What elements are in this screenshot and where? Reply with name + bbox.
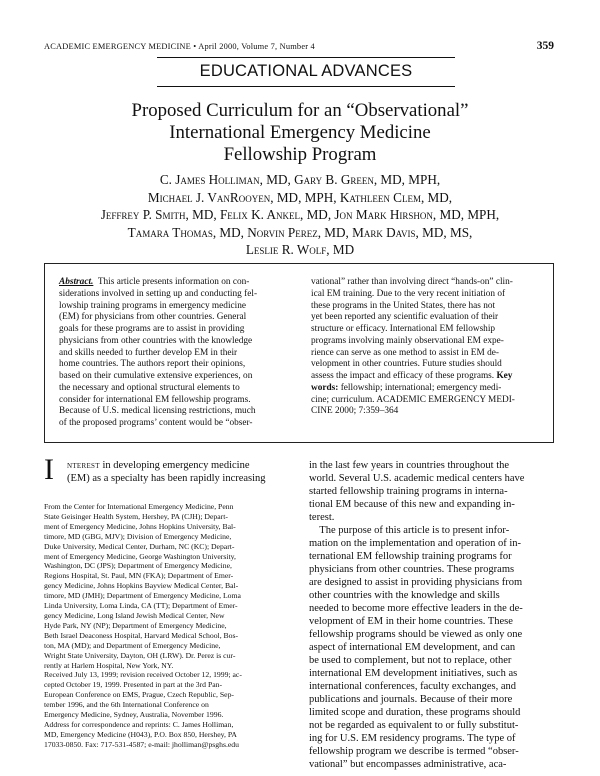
- footnote-line: Duke University, Medical Center, Durham, NC (KC); Depart-: [44, 541, 235, 551]
- drop-cap: I: [44, 453, 54, 486]
- body-right-column: [309, 459, 554, 771]
- intro-line: (EM) as a specialty has been rapidly increasing: [67, 473, 266, 484]
- abstract-line: consider for international EM fellowship programs.: [59, 394, 251, 405]
- abstract-line: goals for these programs are to assist in providing: [59, 324, 245, 334]
- article-title: [60, 100, 540, 166]
- abstract-line: Because of U.S. medical licensing restrictions, much: [59, 406, 256, 417]
- body-line: international EM development initiatives, such as: [309, 668, 518, 679]
- footnote-line: Wright State University, Dayton, OH (LRW). Dr. Perez is cur-: [44, 650, 236, 660]
- body-line: aspect of international EM development, and can: [309, 642, 516, 653]
- section-banner: [157, 57, 455, 87]
- abstract-line: the necessary and optional structural elements to: [59, 382, 240, 393]
- footnote-line: ment of Emergency Medicine, Johns Hopkins University, Bal-: [44, 521, 236, 531]
- page-number: 359: [536, 40, 554, 52]
- abstract-line: rience can serve as one method to assist in EM de-: [311, 347, 499, 358]
- affiliation-footnotes: [44, 502, 300, 750]
- footnote-line: European Conference on EMS, Prague, Czech Republic, Sep-: [44, 690, 234, 700]
- body-line: limited scope and duration, these programs should: [309, 707, 521, 718]
- title-line: Fellowship Program: [223, 144, 377, 165]
- section-label: EDUCATIONAL ADVANCES: [199, 62, 413, 80]
- banner-bottom-rule: [157, 86, 455, 87]
- keywords-label: words:: [311, 382, 339, 393]
- banner-top-rule: [157, 57, 455, 58]
- body-line: ing for U.S. EM residency programs. The type of: [309, 733, 516, 744]
- body-line: The purpose of this article is to present infor-: [309, 525, 510, 536]
- abstract-line: physicians from other countries with the knowledge: [59, 335, 253, 346]
- abstract-line: home countries. The authors report their opinions,: [59, 359, 246, 370]
- abstract-line: CINE 2000; 7:359–364: [311, 406, 399, 417]
- abstract-line: and skills needed to further develop EM in their: [59, 347, 238, 358]
- footnote-line: MD, Emergency Medicine (H043), P.O. Box 850, Hershey, PA: [44, 729, 237, 739]
- footnote-line: Hyde Park, NY (NP); Department of Emergency Medicine,: [44, 620, 227, 630]
- footnote-line: gency Medicine, Johns Hopkins Bayview Medical Center, Bal-: [44, 581, 239, 591]
- body-line: other countries with the knowledge and skills: [309, 590, 500, 601]
- body-line: needed to become more effective leaders in the de-: [309, 603, 523, 614]
- body-line: tional EM because of this new and expanding in-: [309, 499, 515, 510]
- running-header: [44, 41, 554, 55]
- abstract-right-column: [311, 277, 530, 418]
- author-list: [20, 171, 580, 259]
- intro-lead-word: nterest: [67, 460, 100, 471]
- title-line: International Emergency Medicine: [169, 122, 431, 143]
- footnote-line: 17033-0850. Fax: 717-531-4587; e-mail: jholliman@psghs.edu: [44, 739, 239, 749]
- author-line: Jeffrey P. Smith, MD, Felix K. Ankel, MD, Jon Mark Hirshon, MD, MPH,: [100, 207, 500, 222]
- footnote-line: Linda University, Loma Linda, CA (TT); Department of Emer-: [44, 601, 238, 611]
- abstract-line: these programs in the United States, there has not: [311, 300, 496, 311]
- body-line: ternational EM fellowship training programs for: [309, 551, 512, 562]
- footnote-line: gency Medicine, Long Island Jewish Medical Center, New: [44, 610, 225, 620]
- abstract-line: velopment in other countries. Future studies should: [311, 359, 502, 370]
- abstract-line: (EM) for physicians from other countries. General: [59, 312, 247, 323]
- footnote-line: Emergency Medicine, Sydney, Australia, November 1996.: [44, 710, 224, 720]
- body-line: publications and journals. Because of their more: [309, 694, 513, 705]
- body-line: world. Several U.S. academic medical centers have: [309, 473, 525, 484]
- intro-line: [67, 459, 250, 472]
- abstract-line: of the proposed programs’ content would be “obser-: [59, 418, 253, 428]
- abstract-first-line: [59, 277, 278, 289]
- body-line: started fellowship training programs in interna-: [309, 486, 508, 497]
- abstract-line: vational” rather than involving direct “hands-on” clin-: [311, 277, 513, 287]
- body-line: be used to complement, but not to replace, other: [309, 655, 512, 666]
- body-line: are designed to assist in providing physicians from: [309, 577, 523, 588]
- body-line: mation on the implementation and operation of in-: [309, 538, 521, 549]
- keywords-label-part: Key: [496, 371, 513, 381]
- author-line: Michael J. VanRooyen, MD, MPH, Kathleen Clem, MD,: [147, 189, 453, 205]
- keywords-line: [311, 383, 530, 395]
- footnote-line: rently at Harlem Hospital, New York, NY.: [44, 660, 174, 670]
- footnote-line: Regions Hospital, St. Paul, MN (FKA); Department of Emer-: [44, 571, 234, 581]
- body-line: in the last few years in countries throughout the: [309, 460, 510, 471]
- journal-citation: ACADEMIC EMERGENCY MEDICINE • April 2000, Volume 7, Number 4: [44, 42, 315, 51]
- abstract-label: Abstract.: [59, 277, 94, 287]
- footnote-line: Address for correspondence and reprints: C. James Holliman,: [44, 719, 234, 729]
- body-line: fellowship programs should be viewed as only one: [309, 629, 523, 640]
- footnote-line: cepted October 19, 1999. Presented in part at the 3rd Pan-: [44, 680, 223, 690]
- body-line: international conferences, faculty exchanges, and: [309, 681, 516, 692]
- abstract-line: structure or efficacy. International EM fellowship: [311, 324, 496, 334]
- body-line: physicians from other countries. These programs: [309, 564, 515, 575]
- footnote-line: Beth Israel Deaconess Hospital, Harvard Medical School, Bos-: [44, 630, 239, 640]
- keywords-text: fellowship; international; emergency medi-: [340, 382, 502, 393]
- abstract-line: cine; curriculum. ACADEMIC EMERGENCY MEDI-: [311, 394, 515, 405]
- footnote-line: Received July 13, 1999; revision received October 12, 1999; ac-: [44, 670, 242, 680]
- abstract-left-column: [59, 277, 278, 430]
- footnote-line: Washington, DC (JPS); Department of Emergency Medicine,: [44, 561, 232, 571]
- footnote-line: ment of Emergency Medicine, George Washington University,: [44, 551, 236, 561]
- footnote-line: ton, MA (MD); and Department of Emergency Medicine,: [44, 640, 221, 650]
- intro-text: in developing emergency medicine: [102, 460, 250, 471]
- body-line: not be regarded as equivalent to or fully substitut-: [309, 720, 519, 731]
- body-line: velopment of EM in their home countries. These: [309, 616, 513, 627]
- abstract-line: ical EM training. Due to the very recent initiation of: [311, 288, 506, 299]
- abstract-line: based on their cumulative extensive experiences, on: [59, 371, 253, 381]
- author-line: C. James Holliman, MD, Gary B. Green, MD, MPH,: [159, 172, 441, 187]
- title-line: Proposed Curriculum for an “Observational”: [131, 100, 469, 121]
- body-line: terest.: [309, 512, 335, 523]
- author-line: Leslie R. Wolf, MD: [245, 242, 355, 257]
- abstract-text: This article presents information on con-: [97, 277, 250, 287]
- body-line: vational” but encompasses administrative, aca-: [309, 759, 507, 770]
- footnote-line: From the Center for International Emergency Medicine, Penn: [44, 502, 234, 511]
- footnote-line: State Geisinger Health System, Hershey, PA (CJH); Depart-: [44, 511, 228, 521]
- abstract-line: lowship training programs in emergency medicine: [59, 300, 247, 311]
- abstract-line: siderations involved in setting up and conducting fel-: [59, 288, 258, 299]
- body-line: fellowship program we describe is termed “obser-: [309, 746, 519, 757]
- abstract-line: [311, 371, 530, 383]
- footnote-line: timore, MD (GBG, MJV); Division of Emergency Medicine,: [44, 531, 232, 541]
- footnote-line: timore, MD (JMH); Department of Emergency Medicine, Loma: [44, 591, 241, 601]
- footnote-line: tember 1996, and the 6th International Conference on: [44, 700, 209, 710]
- intro-paragraph: [44, 455, 298, 495]
- abstract-line: programs involving mainly observational EM expe-: [311, 335, 504, 346]
- abstract-text: assess the impact and efficacy of these programs.: [311, 371, 495, 381]
- author-line: Tamara Thomas, MD, Norvin Perez, MD, Mark Davis, MD, MS,: [127, 224, 473, 240]
- abstract-line: yet been reported any scientific evaluation of their: [311, 312, 499, 323]
